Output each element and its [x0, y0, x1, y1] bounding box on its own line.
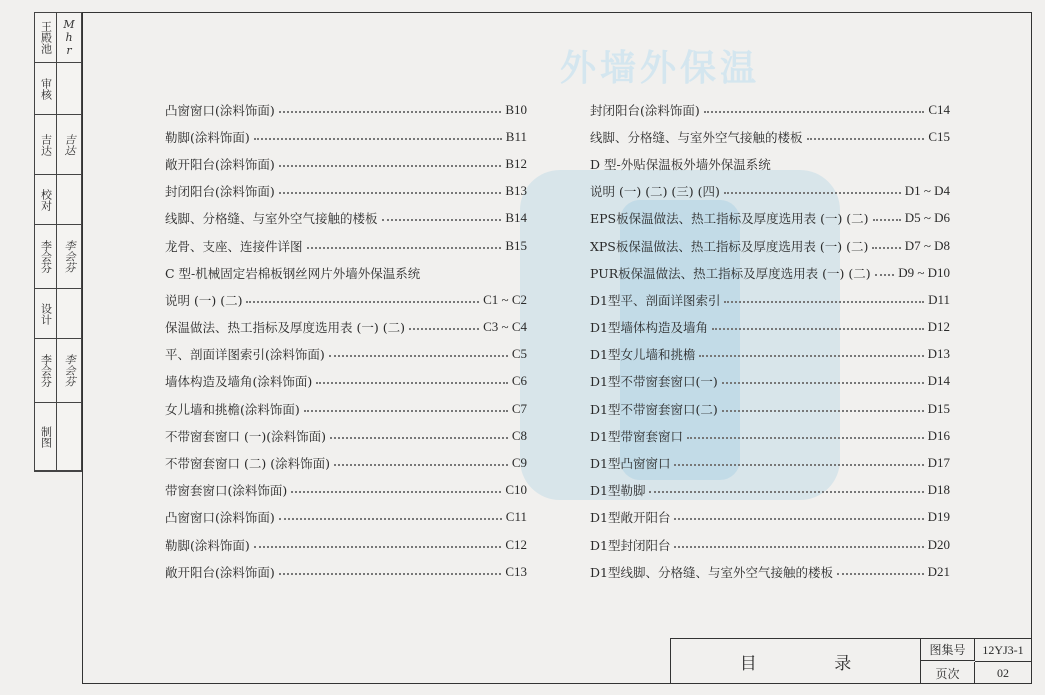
signature-role: 校对	[35, 175, 57, 224]
atlas-number-value: 12YJ3-1	[975, 639, 1031, 662]
toc-entry-title: 敞开阳台(涂料饰面)	[165, 156, 275, 172]
toc-entry-title: 勒脚(涂料饰面)	[165, 537, 250, 553]
toc-entry[interactable]	[165, 123, 527, 150]
signature-cell	[35, 339, 81, 403]
dot-leader	[279, 518, 502, 520]
signature-name: Mhr	[62, 18, 76, 57]
signature-cell	[35, 13, 81, 63]
toc-entry-page: C11	[505, 509, 527, 525]
signature-role: 李会芬	[35, 225, 57, 288]
toc-entry-page: C13	[505, 563, 527, 579]
toc-entry-title: D1型不带窗套窗口(二)	[590, 401, 718, 417]
toc-entry-title: 女儿墙和挑檐(涂料饰面)	[165, 401, 300, 417]
toc-entry-page: C12	[505, 536, 527, 552]
dot-leader	[316, 382, 508, 384]
toc-entry-page: D9 ~ D10	[898, 264, 950, 280]
dot-leader	[704, 111, 925, 113]
toc-entry[interactable]	[165, 504, 527, 531]
signature-cell	[35, 175, 81, 225]
dot-leader	[291, 491, 501, 493]
toc-entry-title: 封闭阳台(涂料饰面)	[590, 102, 700, 118]
dot-leader	[674, 464, 923, 466]
toc-entry[interactable]	[590, 395, 950, 422]
signature-name	[57, 63, 81, 114]
dot-leader	[699, 355, 923, 357]
signature-name: 李会芬	[63, 240, 76, 273]
toc-entry-title: 保温做法、热工指标及厚度选用表 (一) (二)	[165, 320, 405, 336]
toc-left-column	[165, 96, 527, 585]
page-number-value: 02	[997, 665, 1009, 680]
toc-entry[interactable]	[165, 449, 527, 476]
dot-leader	[279, 573, 502, 575]
toc-entry[interactable]	[590, 449, 950, 476]
toc-right-column	[590, 96, 950, 585]
toc-entry-title: 说明 (一) (二)	[165, 292, 243, 308]
toc-entry-page: C15	[928, 128, 950, 144]
dot-leader	[872, 247, 900, 249]
toc-entry-page: C8	[511, 427, 527, 443]
page-number-label: 页次	[921, 662, 975, 684]
signature-cell	[35, 63, 81, 115]
dot-leader	[409, 328, 479, 330]
toc-entry[interactable]	[590, 531, 950, 558]
toc-entry[interactable]	[165, 150, 527, 177]
toc-entry-title: D1型封闭阳台	[590, 537, 671, 553]
toc-entry[interactable]	[165, 178, 527, 205]
toc-entry-title: D1型勒脚	[590, 483, 646, 499]
title-block	[670, 638, 1032, 684]
toc-entry-title: D1型敞开阳台	[590, 510, 671, 526]
toc-entry-title: D 型-外贴保温板外墙外保温系统	[590, 156, 771, 172]
toc-entry[interactable]	[590, 123, 950, 150]
dot-leader	[307, 247, 502, 249]
toc-entry-page: D18	[927, 482, 950, 498]
dot-leader	[649, 491, 923, 493]
dot-leader	[722, 382, 924, 384]
toc-entry[interactable]	[590, 96, 950, 123]
toc-entry[interactable]	[165, 259, 527, 286]
toc-entry[interactable]	[590, 232, 950, 259]
signature-cell	[35, 225, 81, 289]
dot-leader	[279, 111, 502, 113]
dot-leader	[875, 274, 895, 276]
toc-entry-title: 说明 (一) (二) (三) (四)	[590, 184, 720, 200]
toc-entry-title: 凸窗窗口(涂料饰面)	[165, 510, 275, 526]
signature-name: 吉达	[63, 133, 76, 156]
dot-leader	[807, 138, 925, 140]
toc-entry-title: 敞开阳台(涂料饰面)	[165, 564, 275, 580]
toc-entry-title: 不带窗套窗口 (二) (涂料饰面)	[165, 456, 330, 472]
signature-cell	[35, 403, 81, 471]
dot-leader	[279, 192, 502, 194]
toc-entry-title: 龙骨、支座、连接件详图	[165, 238, 303, 254]
dot-leader	[254, 138, 502, 140]
toc-entry-page: D13	[927, 346, 950, 362]
dot-leader	[722, 410, 924, 412]
toc-entry-page: D14	[927, 373, 950, 389]
watermark-text: 外墙外保温	[560, 47, 761, 89]
dot-leader	[674, 518, 923, 520]
dot-leader	[279, 165, 502, 167]
signature-role: 李会芬	[35, 339, 57, 402]
toc-entry-page: B15	[505, 237, 527, 253]
toc-entry-page: C6	[511, 373, 527, 389]
toc-entry[interactable]	[590, 477, 950, 504]
dot-leader	[334, 464, 508, 466]
toc-entry[interactable]	[590, 341, 950, 368]
toc-entry[interactable]	[590, 422, 950, 449]
toc-entry-page: D15	[927, 400, 950, 416]
toc-entry[interactable]	[590, 504, 950, 531]
toc-entry-page: D17	[927, 455, 950, 471]
toc-entry-title: 线脚、分格缝、与室外空气接触的楼板	[165, 211, 378, 227]
signature-name	[57, 175, 81, 224]
signature-name: 李会芬	[63, 354, 76, 387]
signature-role: 王殿池	[35, 13, 57, 62]
toc-entry-title: 封闭阳台(涂料饰面)	[165, 184, 275, 200]
toc-entry-title: D1型不带窗套窗口(一)	[590, 374, 718, 390]
toc-entry[interactable]	[165, 422, 527, 449]
toc-entry[interactable]	[165, 368, 527, 395]
toc-entry[interactable]	[590, 205, 950, 232]
toc-entry-page: C1 ~ C2	[483, 291, 527, 307]
toc-entry-page: D7 ~ D8	[904, 237, 950, 253]
toc-entry[interactable]	[590, 368, 950, 395]
toc-entry[interactable]	[165, 341, 527, 368]
signature-role: 制图	[35, 403, 57, 470]
signature-role: 吉达	[35, 115, 57, 174]
signature-cell	[35, 115, 81, 175]
toc-entry-page: B13	[505, 183, 527, 199]
toc-entry-page: D16	[927, 427, 950, 443]
toc-entry[interactable]	[590, 150, 950, 177]
toc-entry-title: 带窗套窗口(涂料饰面)	[165, 483, 288, 499]
page-title: 目 录	[671, 639, 921, 684]
toc-entry[interactable]	[590, 178, 950, 205]
toc-entry-title: D1型墙体构造及墙角	[590, 320, 708, 336]
toc-entry-title: D1型带窗套窗口	[590, 428, 683, 444]
toc-entry-page: D21	[927, 563, 950, 579]
toc-entry-page: C10	[505, 482, 527, 498]
toc-entry-page: B10	[505, 101, 527, 117]
toc-entry-title: PUR板保温做法、热工指标及厚度选用表 (一) (二)	[590, 265, 871, 281]
signature-name	[57, 403, 81, 470]
dot-leader	[382, 219, 502, 221]
toc-entry[interactable]	[165, 531, 527, 558]
toc-entry-title: 不带窗套窗口 (一)(涂料饰面)	[165, 428, 326, 444]
signature-role: 审核	[35, 63, 57, 114]
dot-leader	[873, 219, 901, 221]
toc-entry-title: EPS板保温做法、热工指标及厚度选用表 (一) (二)	[590, 211, 869, 227]
toc-entry-page: C3 ~ C4	[483, 319, 527, 335]
toc-entry-page: D5 ~ D6	[904, 210, 950, 226]
toc-entry-title: D1型女儿墙和挑檐	[590, 347, 696, 363]
toc-entry[interactable]	[165, 205, 527, 232]
toc-entry-title: 平、剖面详图索引(涂料饰面)	[165, 347, 325, 363]
toc-entry-page: D20	[927, 536, 950, 552]
dot-leader	[674, 546, 923, 548]
dot-leader	[254, 546, 502, 548]
dot-leader	[330, 437, 508, 439]
dot-leader	[687, 437, 924, 439]
toc-entry[interactable]	[165, 232, 527, 259]
toc-entry-page: D12	[927, 319, 950, 335]
toc-entry-title: 凸窗窗口(涂料饰面)	[165, 102, 275, 118]
dot-leader	[724, 192, 901, 194]
dot-leader	[304, 410, 508, 412]
toc-entry-page: B14	[505, 210, 527, 226]
toc-entry-title: D1型线脚、分格缝、与室外空气接触的楼板	[590, 564, 833, 580]
toc-entry-title: D1型平、剖面详图索引	[590, 292, 721, 308]
toc-entry-title: 勒脚(涂料饰面)	[165, 129, 250, 145]
toc-entry[interactable]	[590, 259, 950, 286]
toc-entry-title: 线脚、分格缝、与室外空气接触的楼板	[590, 129, 803, 145]
toc-entry-page: B11	[505, 128, 527, 144]
toc-entry-page: C5	[511, 346, 527, 362]
toc-entry-page: C9	[511, 455, 527, 471]
toc-entry[interactable]	[165, 477, 527, 504]
signature-role: 设计	[35, 289, 57, 338]
toc-entry[interactable]	[165, 96, 527, 123]
dot-leader	[329, 355, 508, 357]
toc-entry-page: D11	[928, 291, 950, 307]
dot-leader	[724, 301, 924, 303]
toc-entry-title: D1型凸窗窗口	[590, 456, 671, 472]
toc-entry[interactable]	[165, 395, 527, 422]
atlas-number-label: 图集号	[921, 639, 975, 661]
toc-entry-title: C 型-机械固定岩棉板钢丝网片外墙外保温系统	[165, 265, 421, 281]
dot-leader	[837, 573, 924, 575]
toc-entry-page: D1 ~ D4	[904, 183, 950, 199]
signature-cell	[35, 289, 81, 339]
toc-entry-page: C7	[511, 400, 527, 416]
dot-leader	[712, 328, 924, 330]
toc-entry[interactable]	[165, 558, 527, 585]
signature-strip	[34, 12, 82, 472]
toc-entry[interactable]	[165, 314, 527, 341]
toc-entry-page: C14	[928, 101, 950, 117]
toc-entry[interactable]	[590, 286, 950, 313]
toc-entry-page: D19	[927, 509, 950, 525]
toc-entry[interactable]	[165, 286, 527, 313]
toc-entry-title: 墙体构造及墙角(涂料饰面)	[165, 374, 313, 390]
toc-entry-page: B12	[505, 155, 527, 171]
dot-leader	[246, 301, 479, 303]
toc-entry[interactable]	[590, 558, 950, 585]
signature-name	[57, 289, 81, 338]
toc-entry-title: XPS板保温做法、热工指标及厚度选用表 (一) (二)	[590, 238, 869, 254]
toc-entry[interactable]	[590, 314, 950, 341]
